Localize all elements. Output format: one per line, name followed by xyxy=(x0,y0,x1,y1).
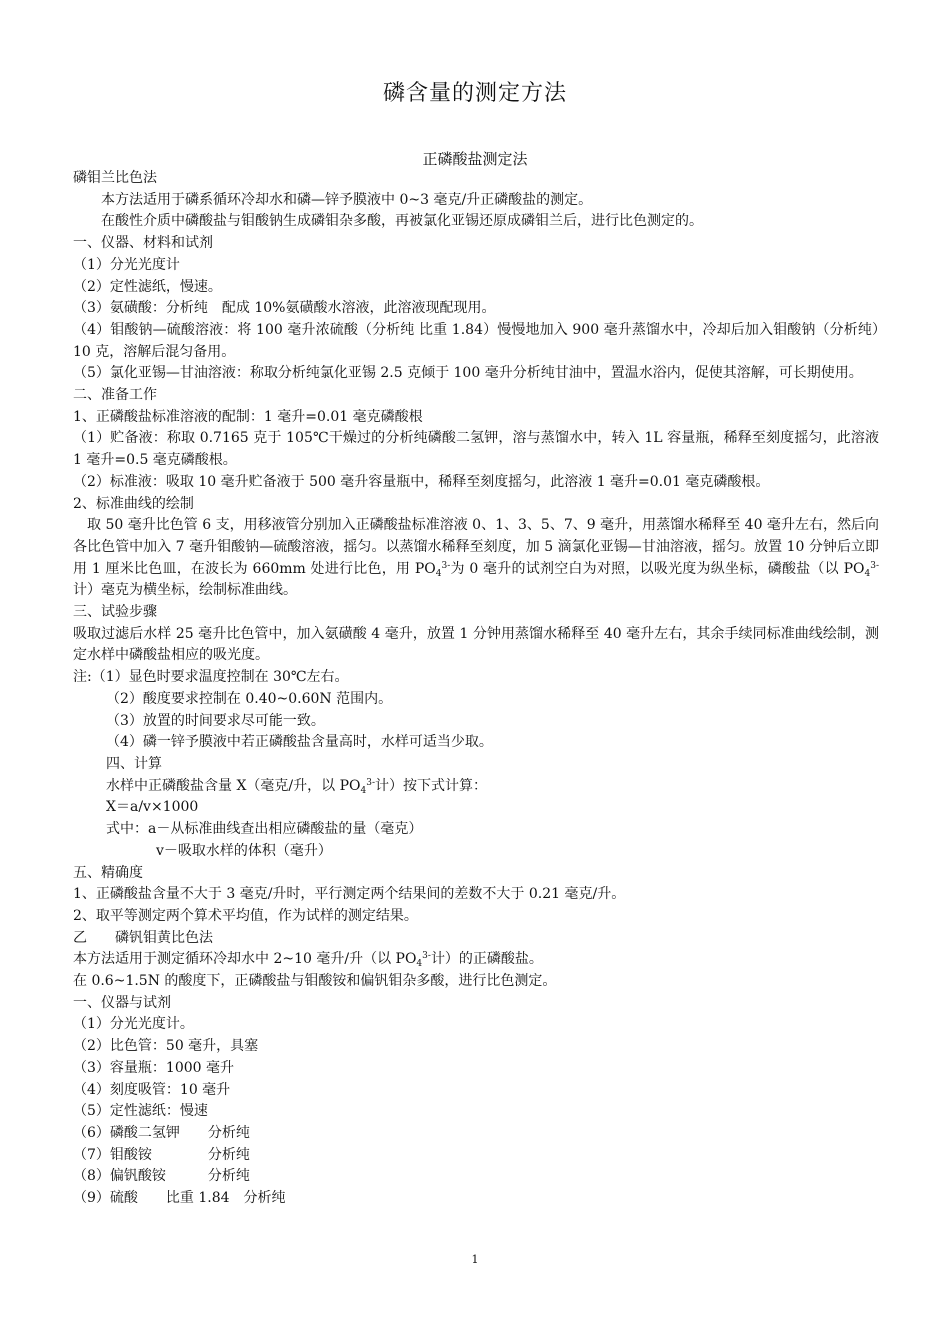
subsection-heading: 1、正磷酸盐标准溶液的配制：1 毫升=0.01 毫克磷酸根 xyxy=(73,408,423,425)
section-heading: 三、试验步骤 xyxy=(73,604,157,621)
note-line: （3）放置的时间要求尽可能一致。 xyxy=(106,712,325,729)
text-run: 本方法适用于测定循环冷却水中 2~10 毫升/升（以 PO xyxy=(73,951,417,968)
list-item: （6）磷酸二氢钾 分析纯 xyxy=(73,1124,250,1141)
section-heading: 一、仪器、材料和试剂 xyxy=(73,235,213,252)
text-run: 计）毫克为横坐标，绘制标准曲线。 xyxy=(73,582,297,599)
list-item: （2）比色管：50 毫升，具塞 xyxy=(73,1038,259,1055)
document-body xyxy=(73,168,879,1210)
paragraph: 本方法适用于磷系循环冷却水和磷—锌予膜液中 0~3 毫克/升正磷酸盐的测定。 xyxy=(101,191,593,208)
subsection-heading: 2、标准曲线的绘制 xyxy=(73,495,194,512)
list-item: （1）贮备液：称取 0.7165 克于 105℃干燥过的分析纯磷酸二氢钾，溶与蒸馏水中，转入 1L 容量瓶，稀释至刻度摇匀，此溶液 1 毫升=0.5 毫克磷酸根。 xyxy=(73,430,879,469)
list-item: （1）分光光度计。 xyxy=(73,1016,194,1033)
list-item: （1）分光光度计 xyxy=(73,256,180,273)
chem-superscript: 3- xyxy=(870,560,880,571)
text-run: 计）按下式计算： xyxy=(375,777,487,794)
document-title: 磷含量的测定方法 xyxy=(382,81,567,106)
list-item: （4）刻度吸管：10 毫升 xyxy=(73,1081,231,1098)
note-line: （4）磷一锌予膜液中若正磷酸盐含量高时，水样可适当少取。 xyxy=(106,734,493,751)
section-subtitle: 正磷酸盐测定法 xyxy=(422,150,528,168)
list-item: （7）钼酸铵 分析纯 xyxy=(73,1146,250,1163)
chem-subscript: 4 xyxy=(435,568,442,579)
list-item: （5）氯化亚锡—甘油溶液：称取分析纯氯化亚锡 2.5 克倾于 100 毫升分析纯甘油中，置温水浴内，促使其溶解，可长期使用。 xyxy=(73,365,863,382)
page-number: 1 xyxy=(471,1253,479,1266)
paragraph: 吸取过滤后水样 25 毫升比色管中，加入氨磺酸 4 毫升，放置 1 分钟用蒸馏水稀释至 40 毫升左右，其余手续同标准曲线绘制，测定水样中磷酸盐相应的吸光度。 xyxy=(73,625,879,664)
formula-legend: v－吸取水样的体积（毫升） xyxy=(156,842,332,859)
chem-superscript: 3- xyxy=(422,951,431,962)
list-item: （5）定性滤纸：慢速 xyxy=(73,1103,208,1120)
list-item: （3）氨磺酸：分析纯 配成 10%氨磺酸水溶液，此溶液现配现用。 xyxy=(73,300,496,317)
chem-superscript: 3- xyxy=(366,777,375,788)
chem-superscript: 3- xyxy=(441,560,451,571)
list-item: （4）钼酸钠—硫酸溶液：将 100 毫升浓硫酸（分析纯 比重 1.84）慢慢地加入 900 毫升蒸馏水中，冷却后加入钼酸钠（分析纯）10 克，溶解后混匀备用。 xyxy=(73,321,879,360)
list-item: （8）偏钒酸铵 分析纯 xyxy=(73,1168,250,1185)
note-line: （2）酸度要求控制在 0.40~0.60N 范围内。 xyxy=(106,690,393,707)
method-heading: 磷钼兰比色法 xyxy=(73,170,157,186)
section-heading: 四、计算 xyxy=(106,755,162,772)
chem-subscript: 4 xyxy=(360,785,367,796)
list-item: （9）硫酸 比重 1.84 分析纯 xyxy=(73,1190,286,1207)
chem-subscript: 4 xyxy=(416,959,423,970)
section-heading: 五、精确度 xyxy=(73,864,143,881)
list-item: （3）容量瓶：1000 毫升 xyxy=(73,1059,234,1076)
paragraph: 在酸性介质中磷酸盐与钼酸钠生成磷钼杂多酸，再被氯化亚锡还原成磷钼兰后，进行比色测定的。 xyxy=(101,213,703,230)
method-heading: 乙 磷钒钼黄比色法 xyxy=(73,929,213,946)
list-item: （2）标准液：吸取 10 毫升贮备液于 500 毫升容量瓶中，稀释至刻度摇匀，此溶液 1 毫升=0.01 毫克磷酸根。 xyxy=(73,473,770,490)
formula-legend: 式中：a－从标准曲线查出相应磷酸盐的量（毫克） xyxy=(106,821,423,838)
text-run: 水样中正磷酸盐含量 X（毫克/升，以 PO xyxy=(106,777,361,794)
text-run: 为 0 毫升的试剂空白为对照，以吸光度为纵坐标，磷酸盐（以 PO xyxy=(450,560,865,577)
chem-subscript: 4 xyxy=(864,568,871,579)
paragraph xyxy=(73,515,879,602)
paragraph: 1、正磷酸盐含量不大于 3 毫克/升时，平行测定两个结果间的差数不大于 0.21 毫克/升。 xyxy=(73,886,626,903)
list-item: （2）定性滤纸，慢速。 xyxy=(73,278,222,295)
section-heading: 一、仪器与试剂 xyxy=(73,994,171,1011)
paragraph xyxy=(73,776,879,798)
note-line: 注:（1）显色时要求温度控制在 30℃左右。 xyxy=(73,669,349,686)
formula: X＝a/v×1000 xyxy=(106,799,199,816)
text-run: 取 50 毫升比色管 6 支，用移液管分别加入正磷酸盐标准溶液 0、1、3、5、7、9 毫升，用蒸馏水稀释至 40 毫升左右，然后向各比色管中加入 7 毫升钼酸钠—硫酸溶液，摇匀。以蒸馏水稀释至刻度，加 5 滴氯化亚锡—甘油溶液，摇匀。放置 10 分钟后立即用 1 厘米比色皿，在波长为 660mm 处进行比色，用 PO xyxy=(73,517,879,577)
paragraph: 2、取平等测定两个算术平均值，作为试样的测定结果。 xyxy=(73,907,418,924)
paragraph xyxy=(73,949,879,971)
text-run: 计）的正磷酸盐。 xyxy=(430,951,543,968)
section-heading: 二、准备工作 xyxy=(73,387,157,404)
paragraph: 在 0.6~1.5N 的酸度下，正磷酸盐与钼酸铵和偏钒钼杂多酸，进行比色测定。 xyxy=(73,973,557,990)
